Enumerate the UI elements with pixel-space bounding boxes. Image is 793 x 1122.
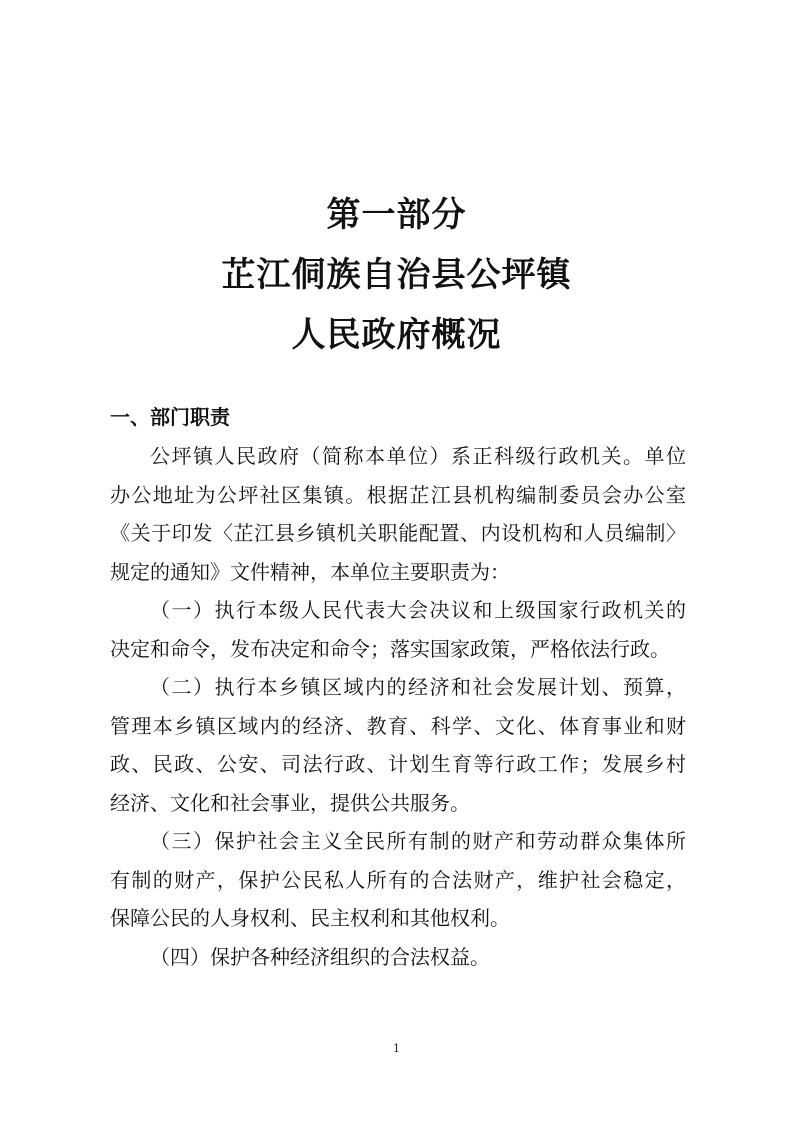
paragraph-line: 《关于印发〈芷江县乡镇机关职能配置、内设机构和人员编制〉	[110, 521, 686, 545]
section-heading: 一、部门职责	[110, 405, 230, 429]
paragraph-duty-3	[110, 822, 686, 938]
paragraph-duty-4	[110, 938, 686, 977]
body-text	[110, 437, 686, 976]
paragraph-line: （二）执行本乡镇区域内的经济和社会发展计划、预算，	[150, 675, 686, 699]
paragraph-line: 经济、文化和社会事业，提供公共服务。	[110, 790, 470, 815]
paragraph-line: 有制的财产，保护公民私人所有的合法财产，维护社会稳定，	[110, 867, 686, 892]
paragraph-line: （三）保护社会主义全民所有制的财产和劳动群众集体所	[150, 829, 686, 853]
paragraph-line: 规定的通知》文件精神，本单位主要职责为：	[110, 559, 510, 584]
paragraph-duty-2	[110, 668, 686, 822]
paragraph-line: （一）执行本级人民代表大会决议和上级国家行政机关的	[150, 598, 686, 622]
page-number: 1	[393, 1042, 400, 1055]
paragraph-duty-1	[110, 591, 686, 668]
paragraph-line: 政、民政、公安、司法行政、计划生育等行政工作；发展乡村	[110, 752, 686, 776]
paragraph-line: 办公地址为公坪社区集镇。根据芷江县机构编制委员会办公室	[110, 482, 686, 507]
title-line-part: 第一部分	[326, 195, 467, 235]
document-title	[0, 185, 793, 365]
paragraph-line: 保障公民的人身权利、民主权利和其他权利。	[110, 906, 510, 930]
title-line-government-overview: 人民政府概况	[291, 315, 502, 355]
paragraph-line: 管理本乡镇区域内的经济、教育、科学、文化、体育事业和财	[110, 713, 686, 738]
paragraph-intro	[110, 437, 686, 591]
title-line-county-town: 芷江侗族自治县公坪镇	[221, 255, 572, 295]
paragraph-line: 决定和命令，发布决定和命令；落实国家政策，严格依法行政。	[110, 636, 670, 661]
paragraph-line: 公坪镇人民政府（简称本单位）系正科级行政机关。单位	[150, 444, 686, 468]
paragraph-line: （四）保护各种经济组织的合法权益。	[150, 944, 490, 969]
